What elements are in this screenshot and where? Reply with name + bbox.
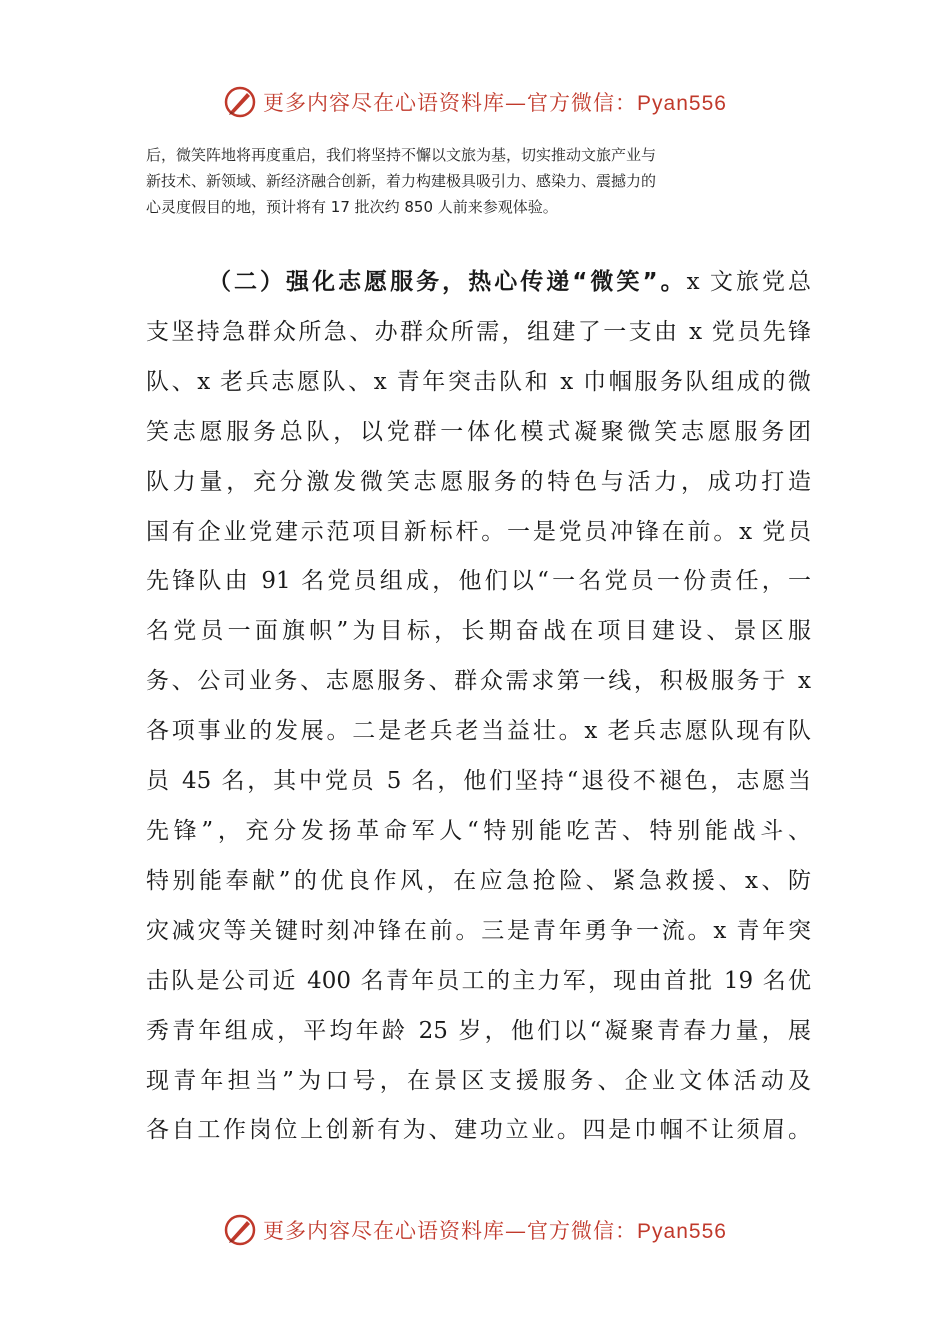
text-line: 队力量，充分激发微笑志愿服务的特色与活力，成功打造 bbox=[146, 468, 811, 495]
text-line: 现青年担当”为口号，在景区支援服务、企业文体活动及 bbox=[146, 1067, 811, 1094]
banner-text: 更多内容尽在心语资料库—官方微信：Pyan556 bbox=[263, 1219, 727, 1243]
text-line: 笑志愿服务总队，以党群一体化模式凝聚微笑志愿服务团 bbox=[146, 418, 811, 445]
text-line: 后，微笑阵地将再度重启，我们将坚持不懈以文旅为基，切实推动文旅产业与 bbox=[146, 146, 657, 164]
text-line: 员 45 名，其中党员 5 名，他们坚持“退役不褪色，志愿当 bbox=[146, 768, 811, 795]
text-line: 灾减灾等关键时刻冲锋在前。三是青年勇争一流。x 青年突 bbox=[146, 917, 811, 944]
text-line: 名党员一面旗帜”为目标，长期奋战在项目建设、景区服 bbox=[146, 618, 811, 645]
header-banner bbox=[0, 82, 950, 122]
text-line: 国有企业党建示范项目新标杆。一是党员冲锋在前。x 党员 bbox=[146, 518, 811, 545]
text-line: 心灵度假目的地，预计将有 17 批次约 850 人前来参观体验。 bbox=[146, 198, 558, 216]
text-line: 务、公司业务、志愿服务、群众需求第一线，积极服务于 x bbox=[146, 668, 811, 695]
banner-text: 更多内容尽在心语资料库—官方微信：Pyan556 bbox=[263, 91, 727, 115]
carry-over-paragraph bbox=[146, 142, 806, 220]
section-first-line: （二）强化志愿服务，热心传递“微笑”。x 文旅党总 bbox=[208, 269, 811, 295]
text-line: 各项事业的发展。二是老兵老当益壮。x 老兵志愿队现有队 bbox=[146, 718, 811, 745]
text-line: 先锋队由 91 名党员组成，他们以“一名党员一份责任，一 bbox=[146, 568, 811, 595]
text-line: 击队是公司近 400 名青年员工的主力军，现由首批 19 名优 bbox=[146, 967, 811, 994]
section-heading: （二）强化志愿服务，热心传递“微笑”。 bbox=[208, 269, 687, 295]
text-line: 各自工作岗位上创新有为、建功立业。四是巾帼不让须眉。 bbox=[146, 1117, 811, 1144]
footer-banner bbox=[0, 1210, 950, 1250]
text-line: 先锋”，充分发扬革命军人“特别能吃苦、特别能战斗、 bbox=[146, 817, 811, 844]
pen-logo-icon bbox=[223, 1213, 257, 1247]
text-line: 队、x 老兵志愿队、x 青年突击队和 x 巾帼服务队组成的微 bbox=[146, 368, 811, 395]
text-line: 新技术、新领域、新经济融合创新，着力构建极具吸引力、感染力、震撼力的 bbox=[146, 172, 657, 190]
text-line: 特别能奉献”的优良作风，在应急抢险、紧急救援、x、防 bbox=[146, 867, 811, 894]
text-line: 秀青年组成，平均年龄 25 岁，他们以“凝聚青春力量，展 bbox=[146, 1017, 811, 1044]
text-line: 支坚持急群众所急、办群众所需，组建了一支由 x 党员先锋 bbox=[146, 318, 811, 345]
pen-logo-icon bbox=[223, 85, 257, 119]
section-body bbox=[146, 258, 811, 1156]
